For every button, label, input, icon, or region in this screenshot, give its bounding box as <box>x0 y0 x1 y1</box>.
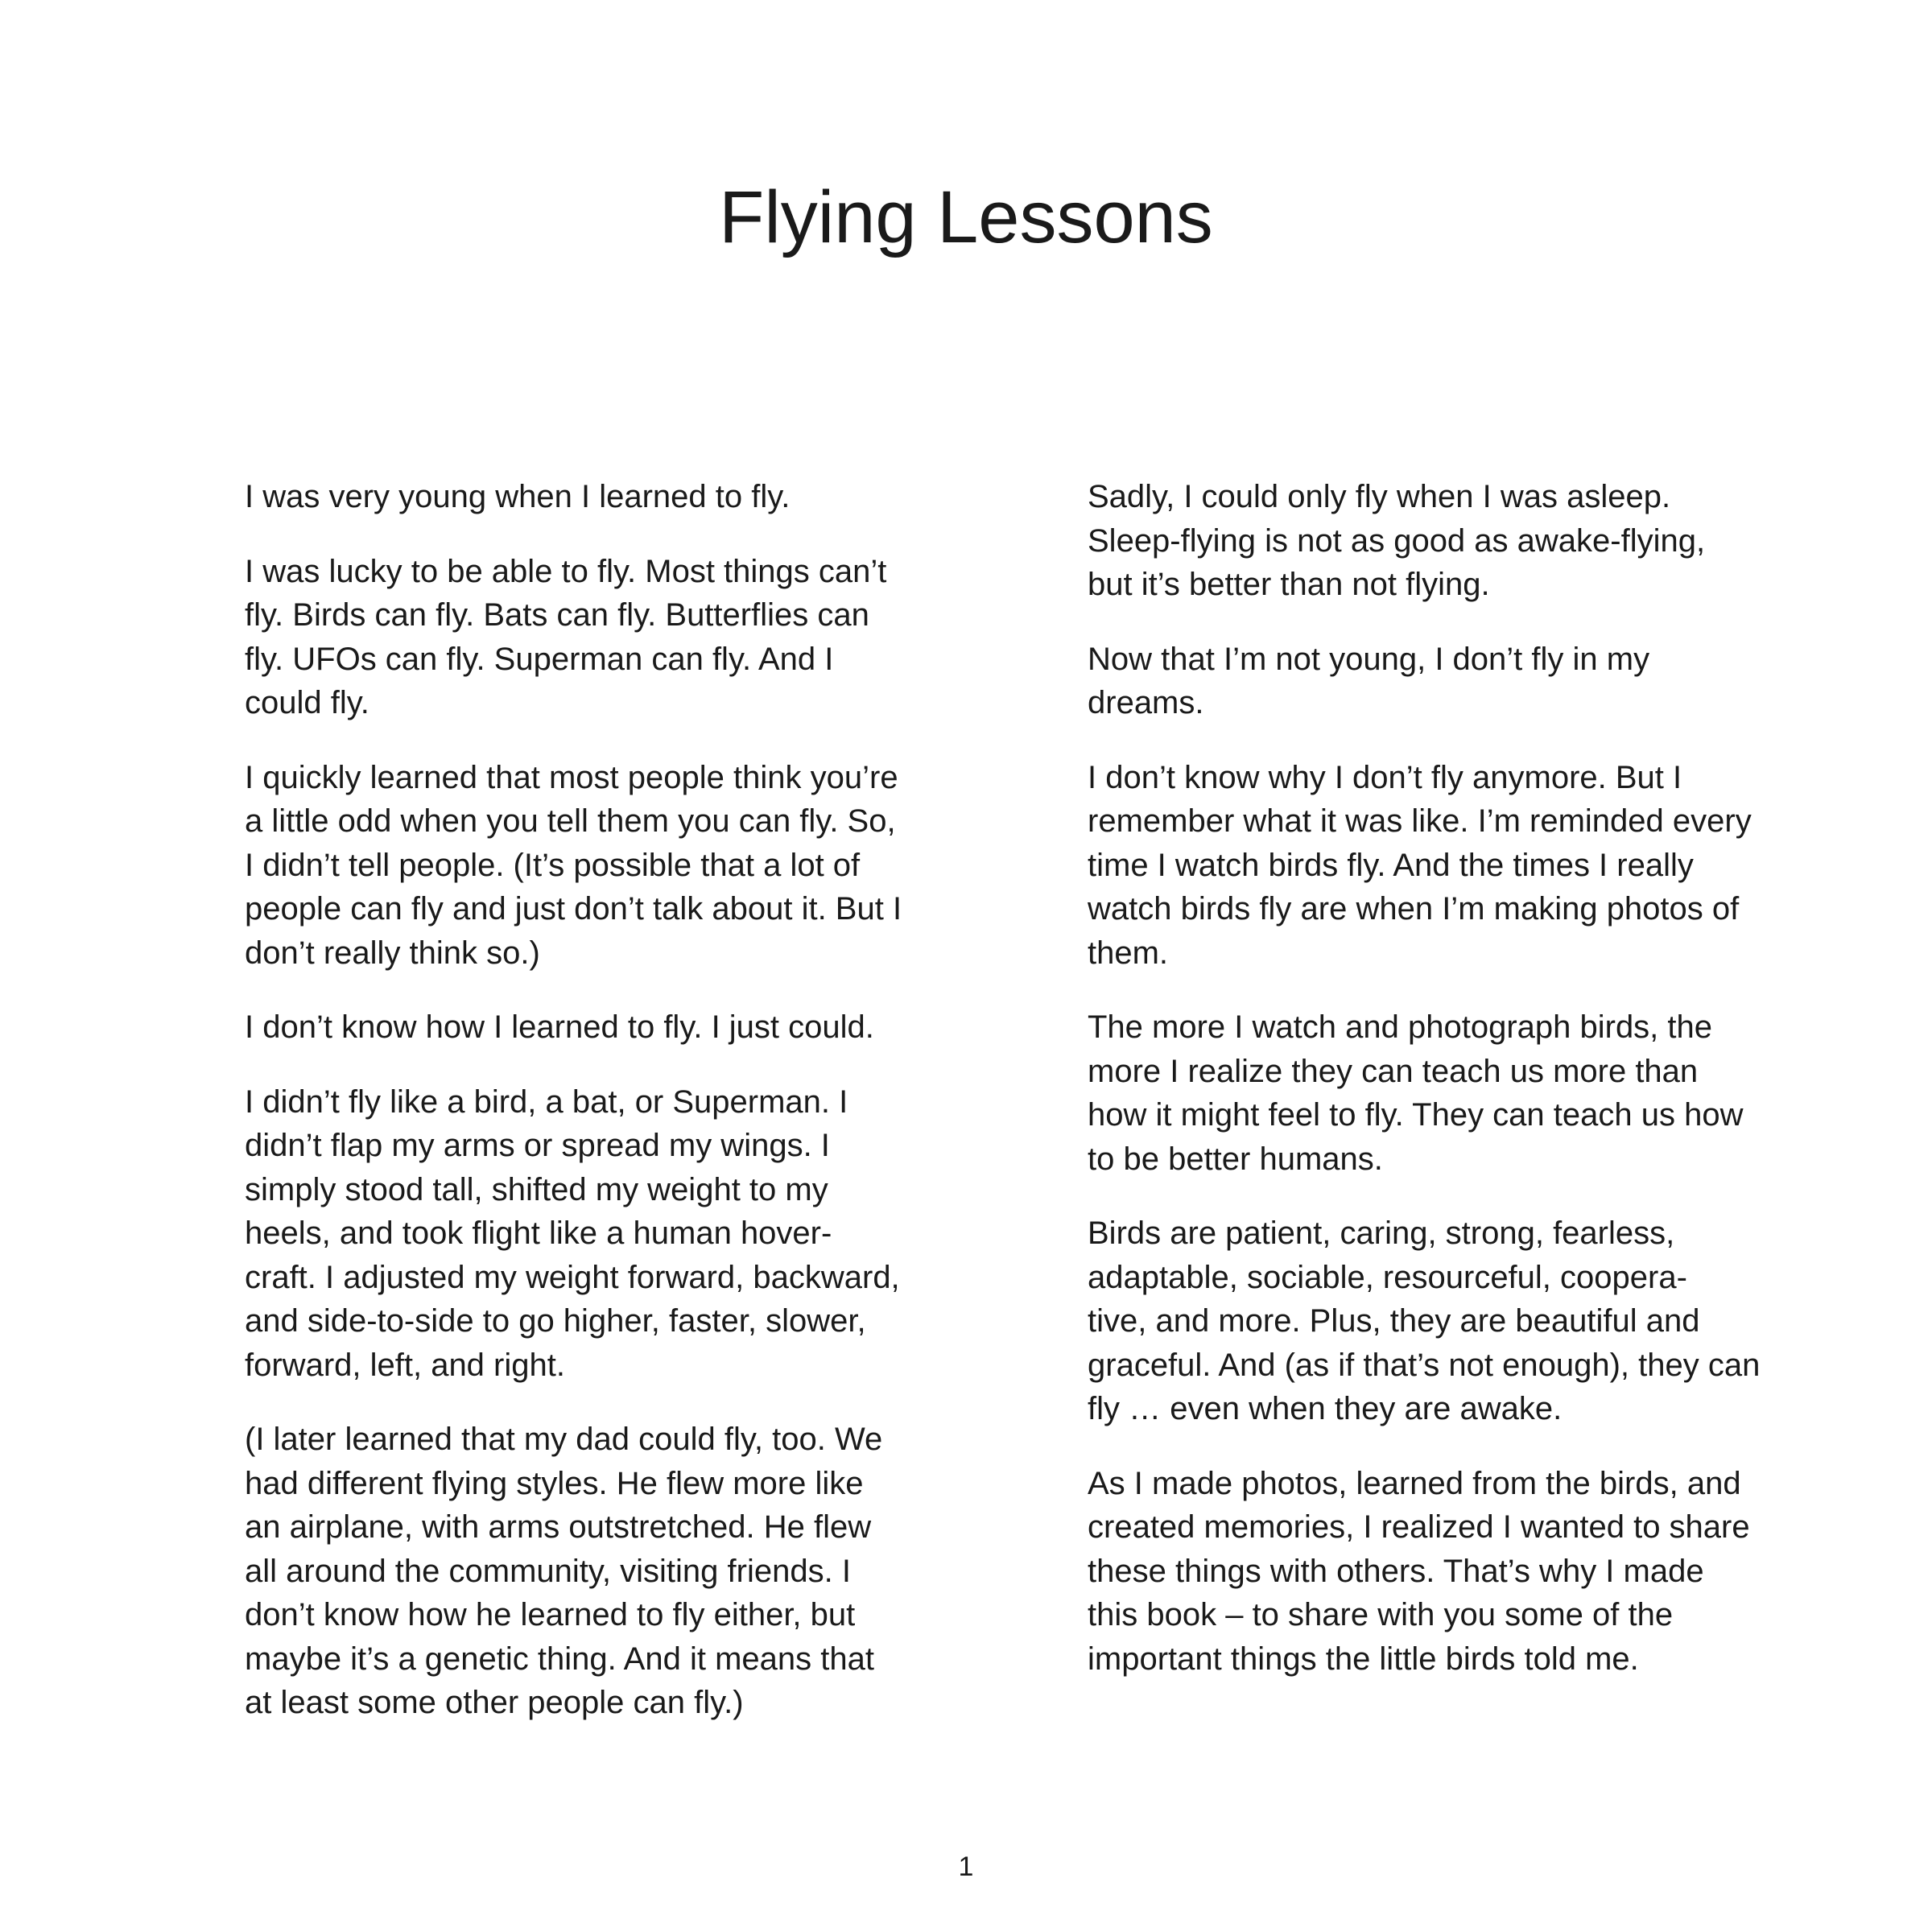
text-line: important things the little birds told me. <box>1088 1641 1639 1677</box>
page-title: Flying Lessons <box>719 176 1213 258</box>
text-line: an airplane, with arms outstretched. He flew <box>245 1509 872 1545</box>
text-line: didn’t flap my arms or spread my wings. I <box>245 1128 830 1163</box>
text-line: all around the community, visiting friends. I <box>245 1553 851 1589</box>
text-line: a little odd when you tell them you can fly. So, <box>245 803 896 839</box>
paragraph <box>245 475 985 519</box>
text-line: craft. I adjusted my weight forward, backward, <box>245 1259 900 1295</box>
paragraph <box>1088 1005 1828 1181</box>
paragraph <box>1088 1462 1828 1682</box>
text-line: Now that I’m not young, I don’t fly in my <box>1088 641 1650 677</box>
text-line: tive, and more. Plus, they are beautiful and <box>1088 1303 1700 1339</box>
text-line: time I watch birds fly. And the times I really <box>1088 847 1694 883</box>
text-line: heels, and took flight like a human hover- <box>245 1216 832 1251</box>
paragraph <box>1088 475 1828 607</box>
text-line: I don’t know how I learned to fly. I just could. <box>245 1009 874 1045</box>
text-line: The more I watch and photograph birds, the <box>1088 1009 1713 1045</box>
paragraph <box>1088 1211 1828 1431</box>
text-line: created memories, I realized I wanted to share <box>1088 1509 1750 1545</box>
paragraph <box>245 1005 985 1050</box>
text-line: I was very young when I learned to fly. <box>245 479 791 514</box>
text-line: had different flying styles. He flew more like <box>245 1465 864 1501</box>
text-line: to be better humans. <box>1088 1141 1383 1177</box>
page-number: 1 <box>958 1851 974 1882</box>
text-line: I quickly learned that most people think you’re <box>245 759 898 795</box>
text-line: fly … even when they are awake. <box>1088 1391 1563 1426</box>
text-line: Sadly, I could only fly when I was asleep. <box>1088 479 1671 514</box>
right-text-column <box>1088 475 1828 1711</box>
text-line: more I realize they can teach us more than <box>1088 1053 1699 1089</box>
text-line: this book – to share with you some of the <box>1088 1597 1674 1632</box>
text-line: forward, left, and right. <box>245 1347 565 1383</box>
text-line: simply stood tall, shifted my weight to my <box>245 1171 828 1207</box>
paragraph <box>1088 756 1828 976</box>
text-line: Birds are patient, caring, strong, fearless, <box>1088 1216 1675 1251</box>
text-line: them. <box>1088 935 1169 971</box>
text-line: dreams. <box>1088 685 1204 720</box>
text-line: don’t really think so.) <box>245 935 540 971</box>
text-line: I didn’t tell people. (It’s possible that a lot of <box>245 847 861 883</box>
text-line: people can fly and just don’t talk about it. But I <box>245 891 902 927</box>
text-line: I don’t know why I don’t fly anymore. But I <box>1088 759 1682 795</box>
text-line: but it’s better than not flying. <box>1088 567 1490 602</box>
text-line: Sleep-flying is not as good as awake-flying, <box>1088 522 1706 559</box>
paragraph <box>1088 638 1828 725</box>
text-line: fly. UFOs can fly. Superman can fly. And I <box>245 641 834 677</box>
text-line: don’t know how he learned to fly either, but <box>245 1597 856 1632</box>
text-line: I was lucky to be able to fly. Most things can’t <box>245 553 887 589</box>
paragraph <box>245 550 985 725</box>
text-line: adaptable, sociable, resourceful, coopera- <box>1088 1259 1687 1295</box>
text-line: at least some other people can fly.) <box>245 1685 744 1720</box>
paragraph <box>245 1418 985 1725</box>
left-text-column <box>245 475 985 1756</box>
text-line: (I later learned that my dad could fly, too. We <box>245 1422 883 1457</box>
text-line: watch birds fly are when I’m making photos of <box>1088 891 1740 927</box>
text-line: fly. Birds can fly. Bats can fly. Butterflies can <box>245 597 869 633</box>
text-line: how it might feel to fly. They can teach us how <box>1088 1097 1744 1133</box>
paragraph <box>245 756 985 976</box>
text-line: As I made photos, learned from the birds, and <box>1088 1465 1741 1501</box>
text-line: maybe it’s a genetic thing. And it means that <box>245 1641 874 1677</box>
text-line: graceful. And (as if that’s not enough), they can <box>1088 1347 1761 1383</box>
paragraph <box>245 1080 985 1388</box>
text-line: remember what it was like. I’m reminded every <box>1088 803 1752 839</box>
text-line: and side-to-side to go higher, faster, slower, <box>245 1303 866 1339</box>
text-line: these things with others. That’s why I made <box>1088 1553 1704 1589</box>
text-line: I didn’t fly like a bird, a bat, or Superman. I <box>245 1083 848 1120</box>
text-line: could fly. <box>245 685 369 720</box>
